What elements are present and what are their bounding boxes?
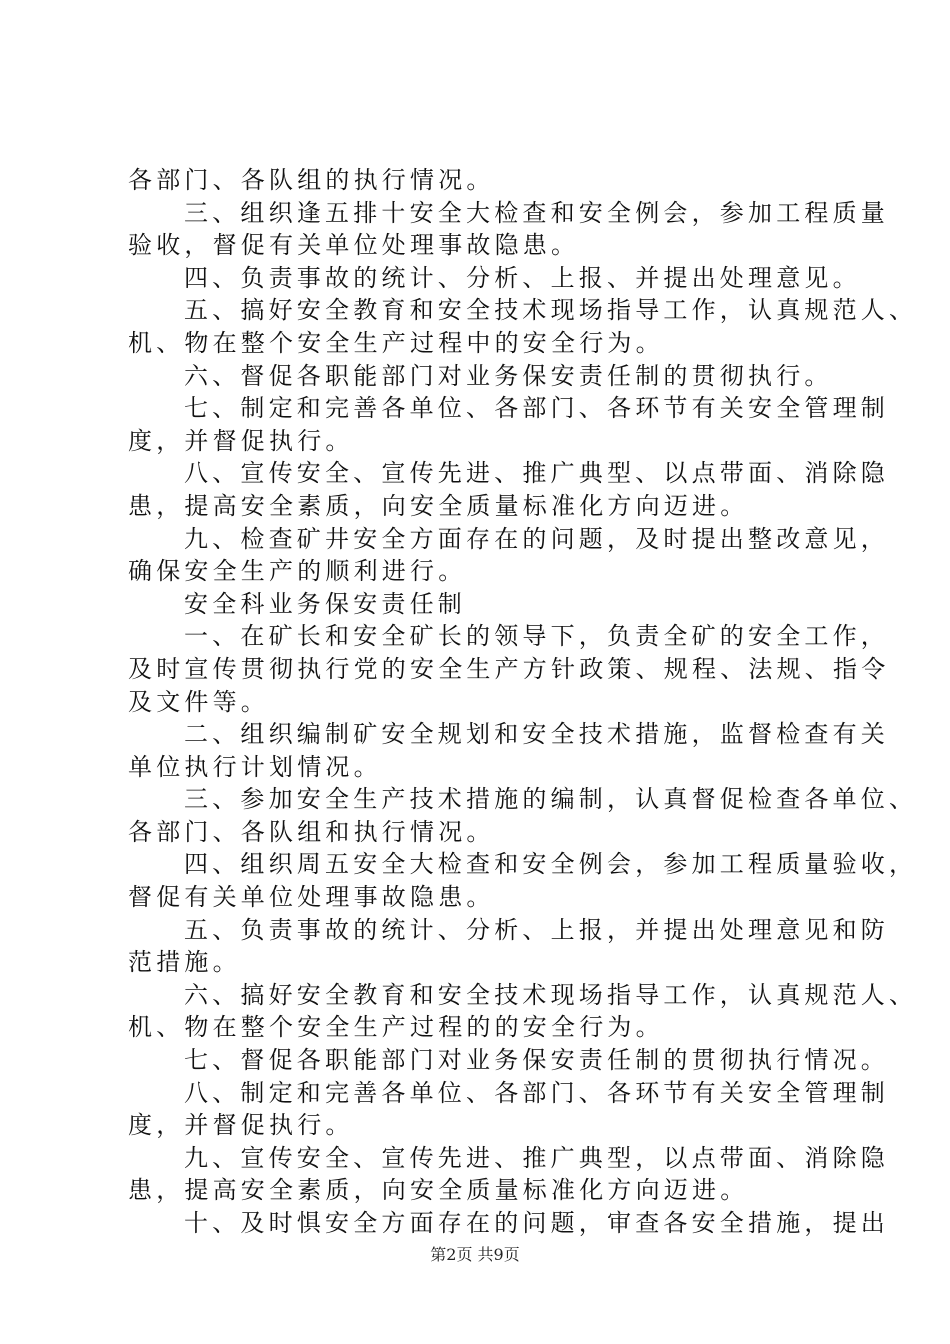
text-line: 九、检查矿井安全方面存在的问题，及时提出整改意见， — [184, 524, 889, 553]
text-line: 三、组织逢五排十安全大检查和安全例会，参加工程质量 — [184, 198, 889, 227]
text-line: 六、搞好安全教育和安全技术现场指导工作，认真规范人、 — [184, 980, 918, 1009]
document-body — [128, 164, 918, 1240]
text-line: 度，并督促执行。 — [128, 1111, 354, 1140]
text-line: 七、督促各职能部门对业务保安责任制的贯彻执行情况。 — [184, 1046, 889, 1075]
text-line: 安全科业务保安责任制 — [184, 589, 466, 618]
text-line: 及时宣传贯彻执行党的安全生产方针政策、规程、法规、指令 — [128, 654, 890, 683]
text-line: 确保安全生产的顺利进行。 — [128, 557, 467, 586]
text-line: 一、在矿长和安全矿长的领导下，负责全矿的安全工作， — [184, 622, 889, 651]
text-line: 四、负责事故的统计、分析、上报、并提出处理意见。 — [184, 263, 861, 292]
text-line: 十、及时惧安全方面存在的问题，审查各安全措施，提出 — [184, 1209, 889, 1237]
text-line: 四、组织周五安全大检查和安全例会，参加工程质量验收， — [184, 850, 918, 879]
text-line: 八、宣传安全、宣传先进、推广典型、以点带面、消除隐 — [184, 459, 889, 488]
text-line: 单位执行计划情况。 — [128, 752, 382, 781]
text-line: 二、组织编制矿安全规划和安全技术措施，监督检查有关 — [184, 720, 889, 749]
text-line: 机、物在整个安全生产过程的的安全行为。 — [128, 1013, 664, 1042]
text-line: 七、制定和完善各单位、各部门、各环节有关安全管理制 — [184, 394, 889, 423]
page-footer — [0, 1242, 950, 1265]
text-line: 及文件等。 — [128, 687, 269, 716]
text-line: 五、搞好安全教育和安全技术现场指导工作，认真规范人、 — [184, 296, 918, 325]
page-number-label: 第2页 共9页 — [430, 1245, 520, 1264]
text-line: 范措施。 — [128, 948, 241, 977]
text-line: 各部门、各队组的执行情况。 — [128, 166, 495, 194]
text-line: 度，并督促执行。 — [128, 426, 354, 455]
text-line: 机、物在整个安全生产过程中的安全行为。 — [128, 328, 664, 357]
text-line: 患，提高安全素质，向安全质量标准化方向迈进。 — [128, 491, 749, 520]
text-line: 六、督促各职能部门对业务保安责任制的贯彻执行。 — [184, 361, 833, 390]
text-line: 验收，督促有关单位处理事故隐患。 — [128, 231, 580, 260]
text-line: 三、参加安全生产技术措施的编制，认真督促检查各单位、 — [184, 785, 918, 814]
text-line: 各部门、各队组和执行情况。 — [128, 817, 495, 846]
text-line: 八、制定和完善各单位、各部门、各环节有关安全管理制 — [184, 1078, 889, 1107]
text-line: 五、负责事故的统计、分析、上报，并提出处理意见和防 — [184, 915, 889, 944]
text-line: 患，提高安全素质，向安全质量标准化方向迈进。 — [128, 1176, 749, 1205]
text-line: 九、宣传安全、宣传先进、推广典型，以点带面、消除隐 — [184, 1143, 889, 1172]
text-line: 督促有关单位处理事故隐患。 — [128, 883, 495, 912]
